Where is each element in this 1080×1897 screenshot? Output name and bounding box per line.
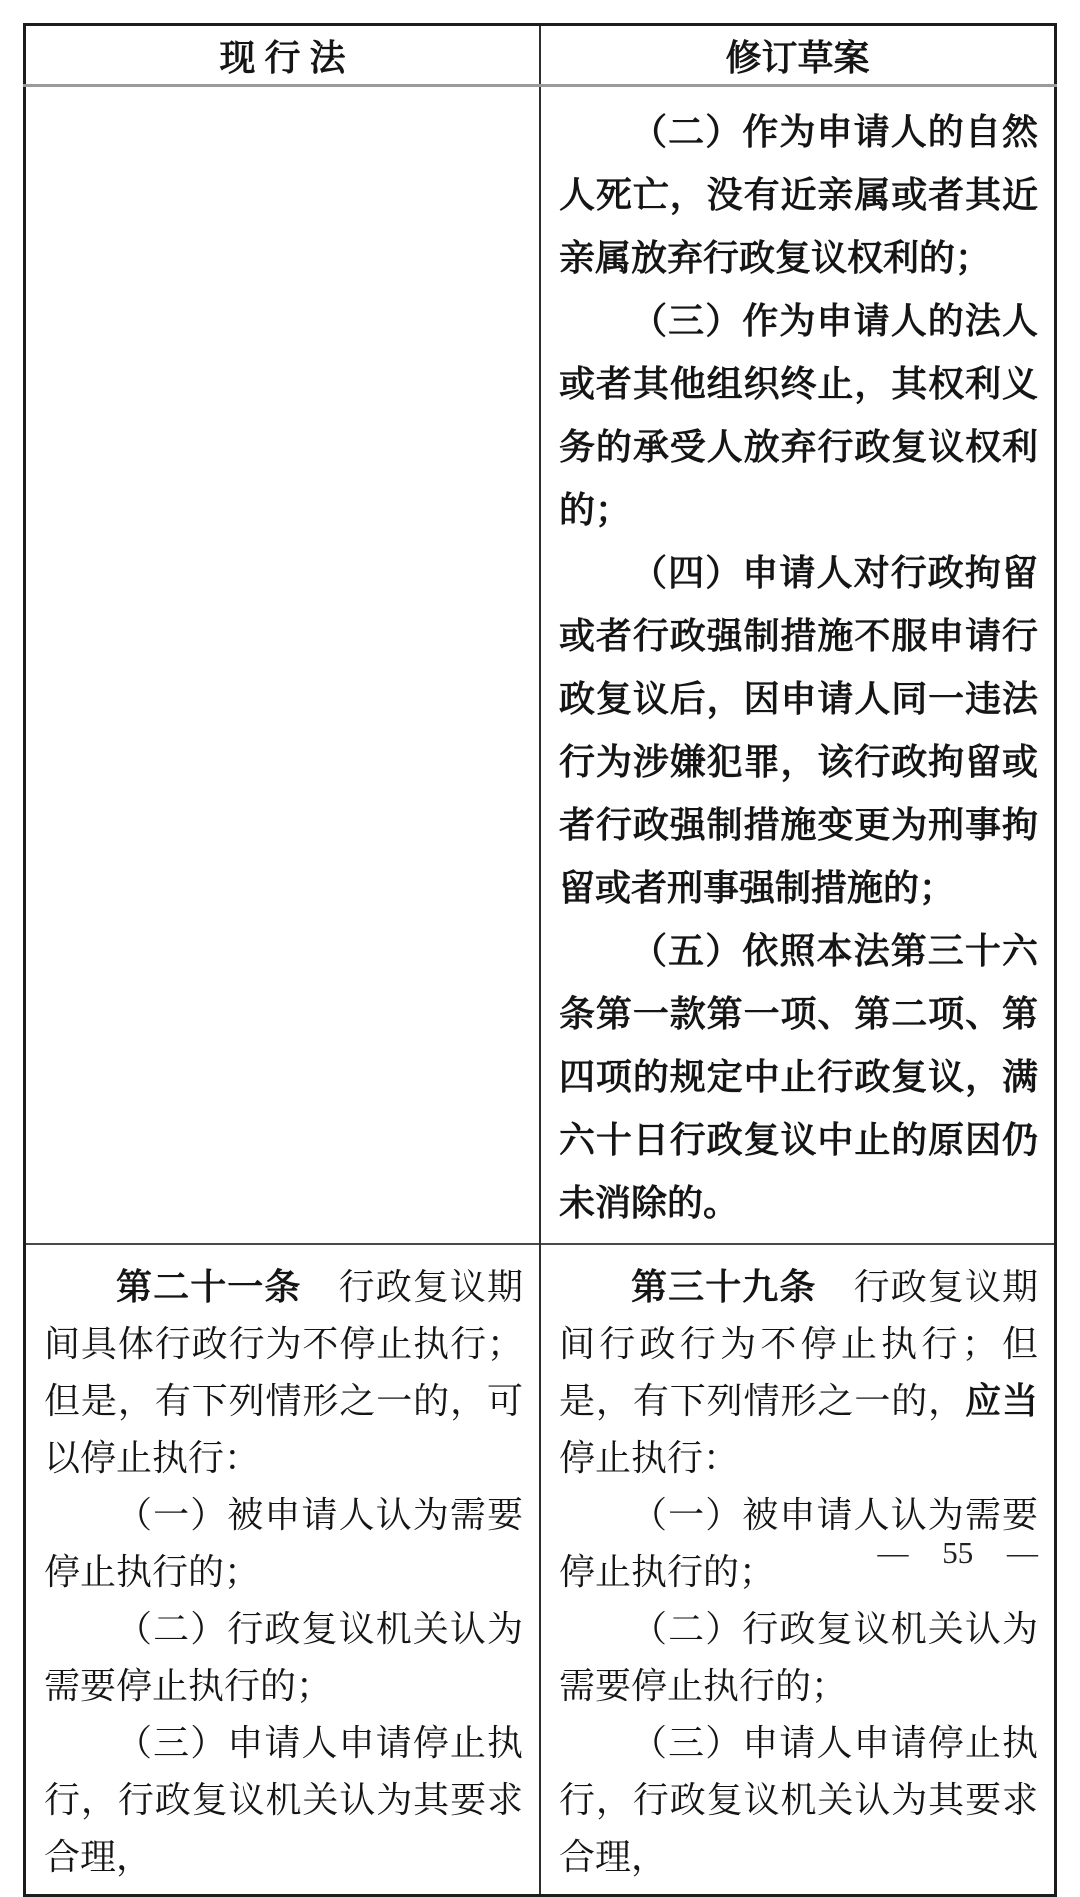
- comparison-table: [23, 23, 1057, 1897]
- text-segment: （一）被申请人认为需要停止执行的；: [44, 1495, 523, 1592]
- table-header: [25, 25, 1056, 86]
- text-segment: 停止执行：: [559, 1438, 740, 1478]
- text-segment: （三）申请人申请停止执行，行政复议机关认为其要求合理，: [44, 1723, 523, 1877]
- paragraph: [44, 1259, 523, 1487]
- emphasized-text: 第二十一条: [116, 1267, 302, 1307]
- emphasized-text: （四）申请人对行政拘留或者行政强制措施不服申请行政复议后，因申请人同一违法行为涉嫌犯罪，该行政拘留或者行政强制措施变更为刑事拘留或者刑事强制措施的；: [559, 553, 1038, 908]
- header-current-law: 现 行 法: [25, 25, 541, 86]
- paragraph: [44, 1487, 523, 1601]
- text-segment: 行政复议期间具体行政行为不停止执行；但是，有下列情形之一的，可以停止执行：: [44, 1267, 523, 1478]
- emphasized-text: （三）作为申请人的法人或者其他组织终止，其权利义务的承受人放弃行政复议权利的；: [559, 301, 1038, 530]
- emphasized-text: （五）依照本法第三十六条第一款第一项、第二项、第四项的规定中止行政复议，满六十日行政复议中止的原因仍未消除的。: [559, 931, 1038, 1223]
- paragraph: [559, 542, 1038, 920]
- cell-revised-draft: [540, 86, 1056, 1245]
- page-footer: [878, 1536, 1039, 1570]
- paragraph: [559, 101, 1038, 290]
- header-row: [25, 25, 1056, 86]
- paragraph: [44, 1715, 523, 1886]
- text-segment: （三）申请人申请停止执行，行政复议机关认为其要求合理，: [559, 1723, 1038, 1877]
- text-segment: （一）被申请人认为需要停止执行的；: [559, 1495, 1038, 1592]
- text-segment: 行政复议期间行政行为不停止执行；但是，有下列情形之一的，: [559, 1267, 1038, 1421]
- emphasized-text: （二）作为申请人的自然人死亡，没有近亲属或者其近亲属放弃行政复议权利的；: [559, 112, 1038, 278]
- page-number: — 55 —: [877, 1535, 1038, 1570]
- paragraph: [559, 1259, 1038, 1487]
- cell-current-law: [25, 86, 541, 1245]
- paragraph: [559, 290, 1038, 542]
- cell-current-law: [25, 1244, 541, 1896]
- table-body: [25, 86, 1056, 1896]
- emphasized-text: 第三十九条: [631, 1267, 817, 1307]
- paragraph: [559, 1601, 1038, 1715]
- emphasized-text: 应当: [965, 1381, 1038, 1421]
- header-revised-draft: 修订草案: [540, 25, 1056, 86]
- table-row: [25, 86, 1056, 1245]
- text-segment: （二）行政复议机关认为需要停止执行的；: [559, 1609, 1038, 1706]
- text-segment: （二）行政复议机关认为需要停止执行的；: [44, 1609, 523, 1706]
- paragraph: [44, 1601, 523, 1715]
- paragraph: [559, 1715, 1038, 1886]
- paragraph: [559, 920, 1038, 1235]
